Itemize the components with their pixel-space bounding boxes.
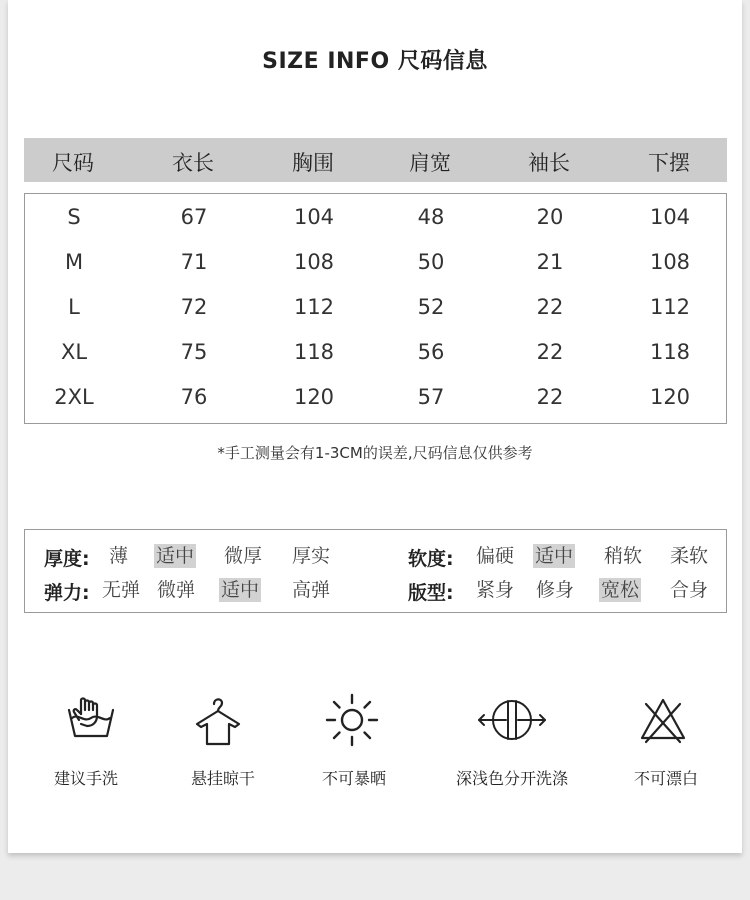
header-size: 尺码 <box>52 151 94 175</box>
care-label: 悬挂晾干 <box>190 769 255 788</box>
cell-chest: 112 <box>293 295 335 319</box>
softness-option: 适中 <box>535 545 574 567</box>
header-length: 衣长 <box>172 151 214 175</box>
cell-chest: 118 <box>293 340 335 364</box>
cell-size: L <box>68 295 80 319</box>
cell-sleeve: 21 <box>536 250 564 274</box>
table-row <box>25 250 726 280</box>
care-label: 深浅色分开洗涤 <box>455 769 568 788</box>
thickness-option: 微厚 <box>224 545 263 567</box>
cell-hem: 120 <box>649 385 691 409</box>
fit-option: 宽松 <box>601 579 640 601</box>
softness-option: 稍软 <box>604 545 643 567</box>
softness-option: 柔软 <box>670 545 709 567</box>
cell-sleeve: 22 <box>536 295 564 319</box>
cell-sleeve: 20 <box>536 205 564 229</box>
header-sleeve: 袖长 <box>528 151 570 175</box>
thickness-option: 适中 <box>156 545 195 567</box>
cell-size: XL <box>60 340 88 364</box>
separate-colors-icon <box>447 690 577 750</box>
fit-option: 修身 <box>536 579 575 601</box>
elasticity-label: 弹力: <box>44 582 90 604</box>
table-row <box>25 340 726 370</box>
thickness-label: 厚度: <box>44 548 90 570</box>
cell-hem: 112 <box>649 295 691 319</box>
cell-shoulder: 57 <box>417 385 445 409</box>
hang-dry-icon <box>153 690 283 750</box>
header-shoulder: 肩宽 <box>409 151 451 175</box>
softness-label: 软度: <box>408 548 454 570</box>
no-bleach-icon <box>598 690 728 750</box>
cell-chest: 120 <box>293 385 335 409</box>
cell-length: 76 <box>180 385 208 409</box>
elasticity-option: 高弹 <box>292 579 331 601</box>
header-chest: 胸围 <box>292 151 334 175</box>
cell-size: M <box>64 250 84 274</box>
care-label: 建议手洗 <box>53 769 118 788</box>
header-hem: 下摆 <box>648 151 690 175</box>
cell-length: 75 <box>180 340 208 364</box>
table-row <box>25 295 726 325</box>
size-table-header <box>24 138 727 182</box>
elasticity-option: 无弹 <box>102 579 141 601</box>
table-row <box>25 205 726 235</box>
thickness-option: 薄 <box>109 545 129 567</box>
fit-option: 合身 <box>670 579 709 601</box>
fit-option: 紧身 <box>476 579 515 601</box>
thickness-option: 厚实 <box>292 545 331 567</box>
cell-hem: 108 <box>649 250 691 274</box>
measurement-note: *手工测量会有1-3CM的误差,尺码信息仅供参考 <box>217 444 533 462</box>
cell-size: S <box>67 205 81 229</box>
cell-length: 71 <box>180 250 208 274</box>
cell-hem: 104 <box>649 205 691 229</box>
cell-shoulder: 50 <box>417 250 445 274</box>
size-table-body <box>24 193 727 424</box>
cell-size: 2XL <box>54 385 94 409</box>
cell-sleeve: 22 <box>536 385 564 409</box>
hand-wash-icon <box>26 690 156 750</box>
table-row <box>25 385 726 415</box>
care-label: 不可暴晒 <box>321 769 386 788</box>
cell-shoulder: 52 <box>417 295 445 319</box>
fit-label: 版型: <box>408 582 454 604</box>
cell-shoulder: 48 <box>417 205 445 229</box>
cell-shoulder: 56 <box>417 340 445 364</box>
softness-option: 偏硬 <box>476 545 515 567</box>
no-sun-icon <box>287 690 417 750</box>
cell-length: 72 <box>180 295 208 319</box>
fabric-attributes <box>24 529 727 613</box>
cell-chest: 108 <box>293 250 335 274</box>
elasticity-option: 适中 <box>221 579 260 601</box>
cell-chest: 104 <box>293 205 335 229</box>
cell-hem: 118 <box>649 340 691 364</box>
elasticity-option: 微弹 <box>157 579 196 601</box>
page-title: SIZE INFO 尺码信息 <box>262 49 488 74</box>
cell-length: 67 <box>180 205 208 229</box>
cell-sleeve: 22 <box>536 340 564 364</box>
care-label: 不可漂白 <box>633 769 698 788</box>
